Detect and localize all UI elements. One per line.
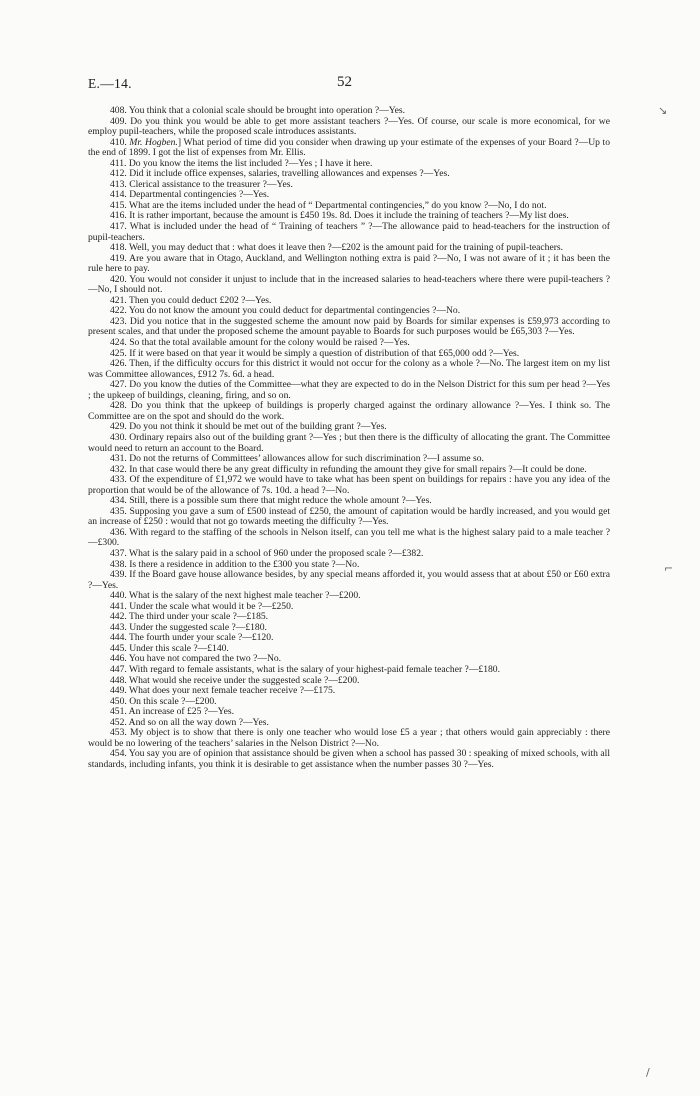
paragraph-443: 443. Under the suggested scale ?—£180. xyxy=(110,621,267,633)
document-body xyxy=(88,106,610,770)
paragraph-417: 417. What is included under the head of “ Training of teachers ” ?—The allowance paid to head-teachers for the instruction of pupil-teachers. xyxy=(88,221,610,243)
paragraph-413: 413. Clerical assistance to the treasurer ?—Yes. xyxy=(110,178,293,190)
paragraph-421: 421. Then you could deduct £202 ?—Yes. xyxy=(110,294,272,306)
paragraph-424: 424. So that the total available amount for the colony would be raised ?—Yes. xyxy=(110,337,410,349)
paragraph-452: 452. And so on all the way down ?—Yes. xyxy=(110,716,269,728)
paragraph-422: 422. You do not know the amount you could deduct for departmental contingencies ?—No. xyxy=(110,305,461,317)
paragraph-425: 425. If it were based on that year it would be simply a question of distribution of that £65,000 odd ?—Yes. xyxy=(110,347,520,359)
margin-mark: ⌐ xyxy=(664,562,674,575)
paragraph-408: 408. You think that a colonial scale should be brought into operation ?—Yes. xyxy=(110,105,406,116)
paragraph-416: 416. It is rather important, because the amount is £450 19s. 8d. Does it include the training of teachers ?—My list does. xyxy=(110,210,569,222)
margin-mark: ↘ xyxy=(658,104,668,117)
paragraph-428: 428. Do you think that the upkeep of buildings is properly charged against the ordinary allowance ?—Yes. I think so. The Committee are on the spot and should do the work. xyxy=(88,400,610,422)
paragraph-414: 414. Departmental contingencies ?—Yes. xyxy=(110,189,270,201)
paragraph-429: 429. Do you not think it should be met out of the building grant ?—Yes. xyxy=(110,421,387,433)
paragraph-426: 426. Then, if the difficulty occurs for this district it would not occur for the colony as a whole ?—No. The largest item on my list was Committee allowances, £912 7s. 6d. a head. xyxy=(88,358,610,380)
paragraph-415: 415. What are the items included under the head of “ Departmental contingencies,” do you know ?—No, I do not. xyxy=(110,199,547,211)
margin-mark: / xyxy=(646,1066,650,1079)
paragraph-441: 441. Under the scale what would it be ?—£250. xyxy=(110,600,294,612)
paragraph-433: 433. Of the expenditure of £1,972 we would have to take what has been spent on buildings for repairs : have you any idea of the proportion that would be of the allowance of 7s. 10d. a head ?—No. xyxy=(88,474,610,496)
paragraph-411: 411. Do you know the items the list included ?—Yes ; I have it here. xyxy=(110,157,373,169)
paragraph-431: 431. Do not the returns of Committees’ allowances allow for such discrimination ?—I assume so. xyxy=(110,453,484,465)
paragraph-435: 435. Supposing you gave a sum of £500 instead of £250, the amount of capitation would be hardly increased, and you would get an increase of £250 : would that not go towards meeting the difficulty ?—Yes. xyxy=(88,505,610,528)
paragraph-423: 423. Did you notice that in the suggested scheme the amount now paid by Boards for similar expenses is £59,973 according to present scales, and that under the proposed scheme the amount payable to Boards for such purposes would be £65,303 ?—Yes. xyxy=(88,315,610,338)
paragraph-409: 409. Do you think you would be able to get more assistant teachers ?—Yes. Of course, our scale is more economical, for we employ pupil-teachers, while the proposed scale introduces assistants. xyxy=(88,115,610,138)
paragraph-436: 436. With regard to the staffing of the schools in Nelson itself, can you tell me what is the highest salary paid to a male teacher ?—£300. xyxy=(88,526,610,549)
paragraph-419: 419. Are you aware that in Otago, Auckland, and Wellington nothing extra is paid ?—No, I was not aware of it ; it has been the rule here to pay. xyxy=(88,252,610,275)
paragraph-440: 440. What is the salary of the next highest male teacher ?—£200. xyxy=(110,590,361,602)
paragraph-445: 445. Under this scale ?—£140. xyxy=(110,642,229,654)
paragraph-447: 447. With regard to female assistants, what is the salary of your highest-paid female teacher ?—£180. xyxy=(110,663,500,675)
paragraph-454: 454. You say you are of opinion that assistance should be given when a school has passed 30 : speaking of mixed schools, with all standards, including infants, you think it is desirable to get assistance when the number passes 30 ?—Yes. xyxy=(88,748,610,770)
paragraph-412: 412. Did it include office expenses, salaries, travelling allowances and expenses ?—Yes. xyxy=(110,168,450,180)
paragraph-446: 446. You have not compared the two ?—No. xyxy=(110,653,282,665)
paragraph-449: 449. What does your next female teacher receive ?—£175. xyxy=(110,685,336,697)
paragraph-450: 450. On this scale ?—£200. xyxy=(110,695,217,707)
paragraph-448: 448. What would she receive under the suggested scale ?—£200. xyxy=(110,674,360,686)
paragraph-410: 410. Mr. Hogben.] What period of time did you consider when drawing up your estimate of the expenses of your Board ?—Up to the end of 1899. I got the list of expenses from Mr. Ellis. xyxy=(88,136,611,159)
paragraph-438: 438. Is there a residence in addition to the £300 you state ?—No. xyxy=(110,558,360,570)
paragraph-427: 427. Do you know the duties of the Committee—what they are expected to do in the Nelson District for this sum per head ?—Yes ; the upkeep of buildings, cleaning, firing, and so on. xyxy=(88,379,610,401)
paragraph-430: 430. Ordinary repairs also out of the building grant ?—Yes ; but then there is the difficulty of allocating the grant. The Committee would need to return an account to the Board. xyxy=(88,431,610,454)
page-number: 52 xyxy=(337,74,352,90)
document-reference: E.—14. xyxy=(88,76,132,91)
paragraph-434: 434. Still, there is a possible sum there that might reduce the whole amount ?—Yes. xyxy=(110,495,432,507)
paragraph-439: 439. If the Board gave house allowance besides, by any special means afforded it, you would assess that at about £50 or £60 extra ?—Yes. xyxy=(88,569,610,591)
paragraph-420: 420. You would not consider it unjust to include that in the increased salaries to head-teachers where there were pupil-teachers ?—No, I should not. xyxy=(88,273,610,296)
paragraph-437: 437. What is the salary paid in a school of 960 under the proposed scale ?—£382. xyxy=(110,547,424,559)
paragraph-442: 442. The third under your scale ?—£185. xyxy=(110,611,269,623)
paragraph-451: 451. An increase of £25 ?—Yes. xyxy=(110,706,234,718)
paragraph-418: 418. Well, you may deduct that : what does it leave then ?—£202 is the amount paid for the training of pupil-teachers. xyxy=(110,242,564,254)
paragraph-432: 432. In that case would there be any great difficulty in refunding the amount they give for small repairs ?—It could be done. xyxy=(110,463,587,475)
paragraph-444: 444. The fourth under your scale ?—£120. xyxy=(110,632,274,644)
paragraph-453: 453. My object is to show that there is only one teacher who would lose £5 a year ; that others would gain appreciably : there would be no lowering of the teachers’ salaries in the Nelson District ?—No. xyxy=(88,727,610,749)
